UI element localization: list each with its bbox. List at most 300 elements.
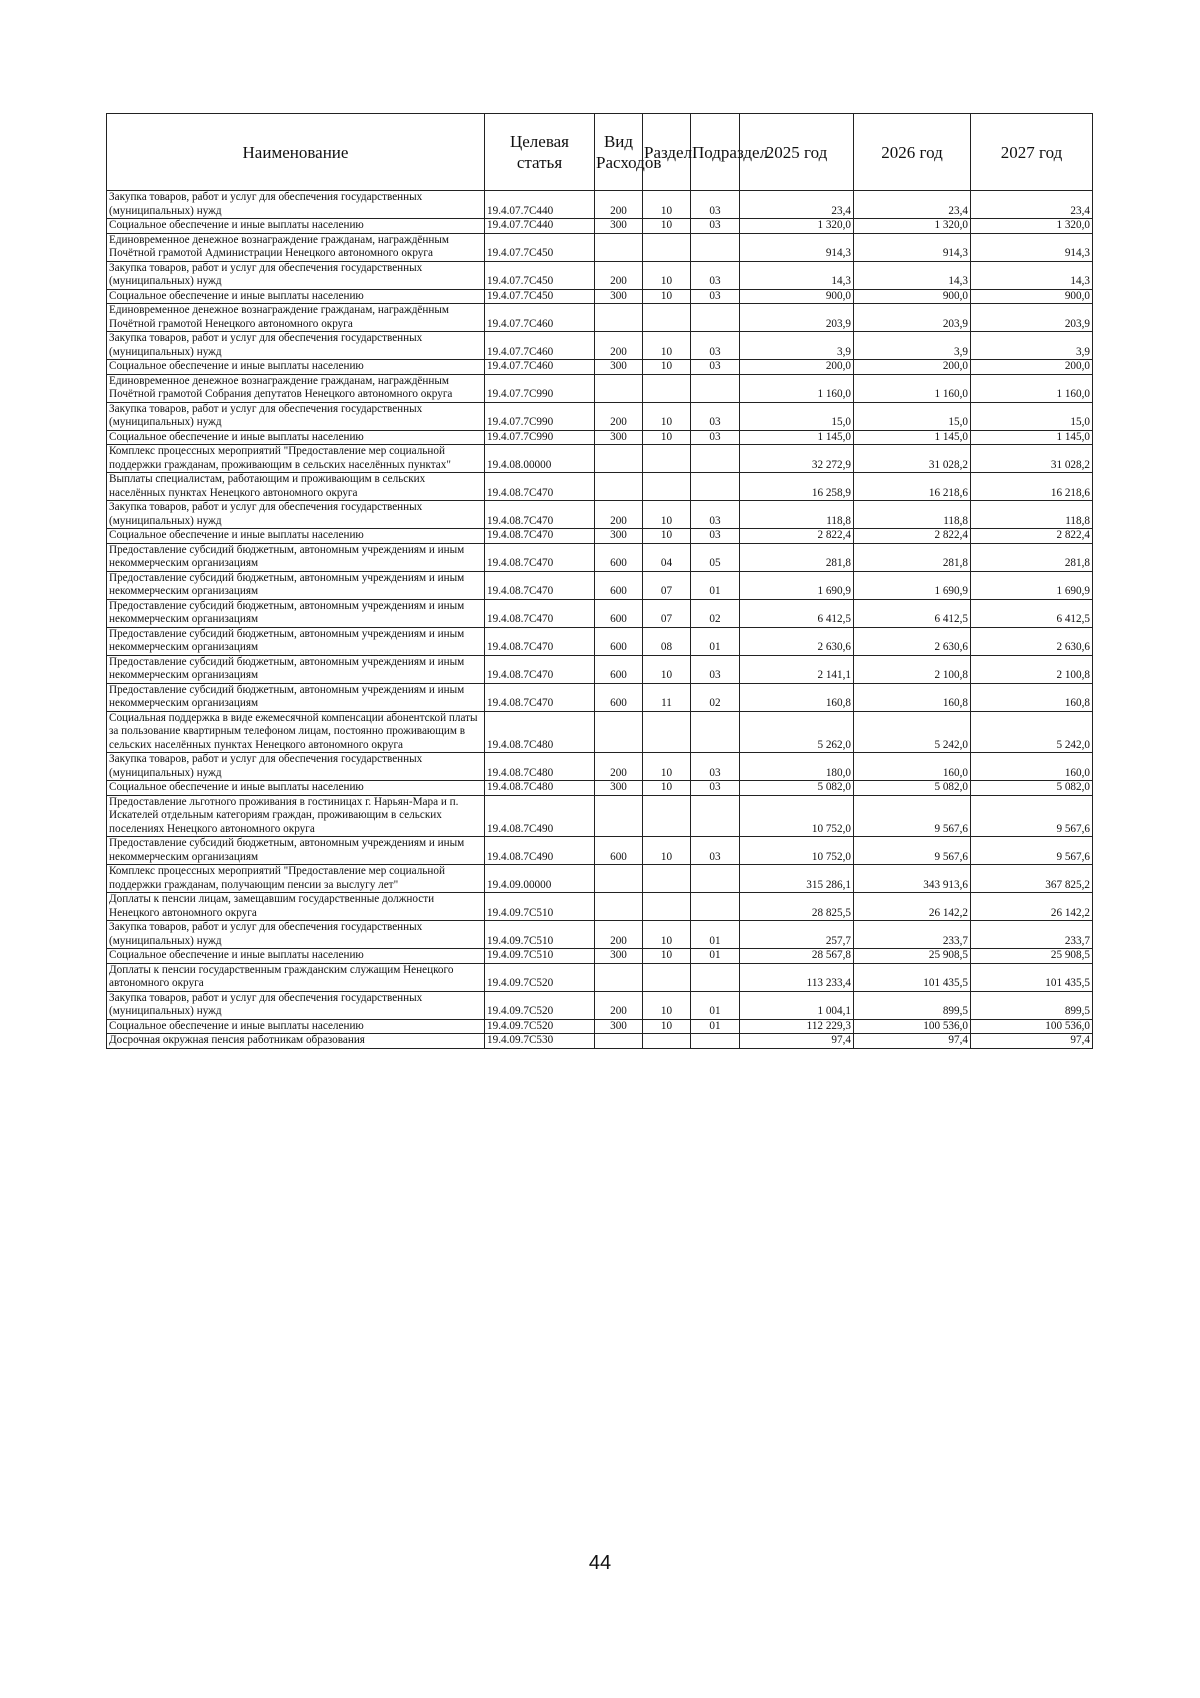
table-row [107,430,1093,445]
cell-subsection: 02 [691,683,740,711]
table-row [107,571,1093,599]
cell-year-2026: 97,4 [854,1034,971,1049]
cell-expense-type: 300 [595,289,643,304]
table-row [107,893,1093,921]
cell-year-2025: 112 229,3 [740,1019,854,1034]
cell-target-article: 19.4.09.00000 [485,865,595,893]
cell-target-article: 19.4.08.7C470 [485,683,595,711]
cell-year-2026: 15,0 [854,402,971,430]
cell-year-2027: 9 567,6 [971,837,1093,865]
cell-year-2027: 25 908,5 [971,949,1093,964]
cell-year-2026: 1 160,0 [854,374,971,402]
cell-name: Предоставление субсидий бюджетным, автономным учреждениям и иным некоммерческим организациям [107,683,485,711]
table-row [107,289,1093,304]
cell-year-2026: 25 908,5 [854,949,971,964]
cell-year-2026: 118,8 [854,501,971,529]
cell-section: 10 [643,191,691,219]
cell-year-2025: 2 630,6 [740,627,854,655]
cell-year-2026: 1 145,0 [854,430,971,445]
cell-year-2026: 23,4 [854,191,971,219]
cell-year-2025: 1 004,1 [740,991,854,1019]
cell-year-2025: 28 825,5 [740,893,854,921]
cell-year-2027: 101 435,5 [971,963,1093,991]
cell-subsection: 03 [691,360,740,375]
cell-name: Предоставление субсидий бюджетным, автономным учреждениям и иным некоммерческим организациям [107,627,485,655]
cell-year-2025: 5 262,0 [740,711,854,753]
cell-expense-type: 200 [595,191,643,219]
cell-year-2026: 2 822,4 [854,529,971,544]
cell-expense-type: 600 [595,543,643,571]
cell-target-article: 19.4.08.7C470 [485,529,595,544]
cell-target-article: 19.4.08.7C470 [485,571,595,599]
cell-section: 08 [643,627,691,655]
cell-section: 11 [643,683,691,711]
cell-expense-type: 300 [595,219,643,234]
cell-year-2027: 23,4 [971,191,1093,219]
cell-year-2027: 5 242,0 [971,711,1093,753]
cell-subsection: 03 [691,753,740,781]
cell-expense-type: 200 [595,402,643,430]
cell-section [643,233,691,261]
cell-subsection: 01 [691,1019,740,1034]
cell-year-2027: 118,8 [971,501,1093,529]
cell-year-2027: 9 567,6 [971,795,1093,837]
cell-year-2025: 118,8 [740,501,854,529]
cell-year-2026: 9 567,6 [854,795,971,837]
table-row [107,599,1093,627]
cell-name: Закупка товаров, работ и услуг для обеспечения государственных (муниципальных) нужд [107,501,485,529]
cell-year-2025: 281,8 [740,543,854,571]
cell-year-2027: 15,0 [971,402,1093,430]
page-number: 44 [588,1552,612,1574]
cell-target-article: 19.4.07.7C450 [485,261,595,289]
header-target-article: Целевая статья [485,114,595,191]
cell-section: 04 [643,543,691,571]
cell-target-article: 19.4.07.7C440 [485,191,595,219]
cell-expense-type [595,711,643,753]
cell-expense-type: 200 [595,991,643,1019]
cell-year-2027: 97,4 [971,1034,1093,1049]
table-row [107,781,1093,796]
cell-name: Закупка товаров, работ и услуг для обеспечения государственных (муниципальных) нужд [107,332,485,360]
cell-year-2025: 14,3 [740,261,854,289]
cell-name: Социальная поддержка в виде ежемесячной компенсации абонентской платы за пользование квартирным телефоном лицам, постоянно проживающим в сельских населённых пунктах Ненецкого автономного округа [107,711,485,753]
cell-subsection [691,795,740,837]
cell-year-2025: 1 160,0 [740,374,854,402]
cell-name: Предоставление субсидий бюджетным, автономным учреждениям и иным некоммерческим организациям [107,543,485,571]
cell-name: Закупка товаров, работ и услуг для обеспечения государственных (муниципальных) нужд [107,753,485,781]
cell-subsection: 03 [691,501,740,529]
cell-year-2027: 100 536,0 [971,1019,1093,1034]
cell-year-2026: 1 320,0 [854,219,971,234]
cell-name: Предоставление субсидий бюджетным, автономным учреждениям и иным некоммерческим организациям [107,655,485,683]
cell-year-2025: 32 272,9 [740,445,854,473]
cell-name: Социальное обеспечение и иные выплаты населению [107,529,485,544]
cell-subsection: 03 [691,402,740,430]
cell-year-2025: 1 320,0 [740,219,854,234]
cell-target-article: 19.4.07.7C460 [485,360,595,375]
cell-year-2027: 14,3 [971,261,1093,289]
cell-target-article: 19.4.08.7C470 [485,501,595,529]
cell-expense-type: 300 [595,781,643,796]
cell-target-article: 19.4.08.7C470 [485,599,595,627]
cell-section: 10 [643,837,691,865]
cell-expense-type [595,865,643,893]
cell-year-2027: 2 100,8 [971,655,1093,683]
cell-subsection [691,963,740,991]
cell-subsection: 01 [691,991,740,1019]
table-row [107,963,1093,991]
table-row [107,837,1093,865]
cell-year-2025: 23,4 [740,191,854,219]
cell-year-2025: 900,0 [740,289,854,304]
cell-target-article: 19.4.07.7C990 [485,430,595,445]
cell-section: 10 [643,1019,691,1034]
cell-year-2026: 2 630,6 [854,627,971,655]
cell-subsection: 03 [691,261,740,289]
cell-section: 07 [643,571,691,599]
cell-year-2026: 100 536,0 [854,1019,971,1034]
table-row [107,445,1093,473]
cell-section: 10 [643,261,691,289]
table-row [107,543,1093,571]
cell-name: Закупка товаров, работ и услуг для обеспечения государственных (муниципальных) нужд [107,991,485,1019]
header-year-2027: 2027 год [971,114,1093,191]
table-row [107,655,1093,683]
cell-expense-type: 600 [595,655,643,683]
cell-subsection: 01 [691,571,740,599]
table-row [107,374,1093,402]
cell-expense-type: 200 [595,921,643,949]
cell-year-2026: 2 100,8 [854,655,971,683]
cell-year-2025: 1 145,0 [740,430,854,445]
table-row [107,304,1093,332]
cell-target-article: 19.4.08.7C480 [485,753,595,781]
cell-name: Закупка товаров, работ и услуг для обеспечения государственных (муниципальных) нужд [107,261,485,289]
cell-section: 10 [643,655,691,683]
table-row [107,683,1093,711]
cell-year-2025: 914,3 [740,233,854,261]
cell-name: Предоставление субсидий бюджетным, автономным учреждениям и иным некоммерческим организациям [107,599,485,627]
cell-year-2025: 28 567,8 [740,949,854,964]
cell-name: Единовременное денежное вознаграждение гражданам, награждённым Почётной грамотой Администрации Ненецкого автономного округа [107,233,485,261]
budget-table [106,113,1093,1049]
table-row [107,473,1093,501]
cell-section [643,893,691,921]
table-row [107,1034,1093,1049]
cell-subsection: 03 [691,837,740,865]
table-row [107,949,1093,964]
cell-section: 10 [643,529,691,544]
cell-year-2027: 2 630,6 [971,627,1093,655]
cell-name: Предоставление субсидий бюджетным, автономным учреждениям и иным некоммерческим организациям [107,571,485,599]
cell-expense-type: 600 [595,571,643,599]
cell-subsection [691,304,740,332]
cell-target-article: 19.4.09.7C510 [485,893,595,921]
cell-year-2026: 160,8 [854,683,971,711]
cell-expense-type [595,445,643,473]
cell-year-2026: 160,0 [854,753,971,781]
table-body [107,191,1093,1049]
cell-section: 10 [643,360,691,375]
cell-name: Выплаты специалистам, работающим и проживающим в сельских населённых пунктах Ненецкого автономного округа [107,473,485,501]
table-row [107,219,1093,234]
cell-year-2025: 203,9 [740,304,854,332]
cell-expense-type [595,233,643,261]
cell-subsection [691,893,740,921]
cell-year-2025: 16 258,9 [740,473,854,501]
table-row [107,191,1093,219]
cell-year-2027: 160,8 [971,683,1093,711]
cell-year-2027: 3,9 [971,332,1093,360]
cell-year-2026: 203,9 [854,304,971,332]
cell-name: Социальное обеспечение и иные выплаты населению [107,781,485,796]
cell-year-2026: 6 412,5 [854,599,971,627]
cell-year-2026: 14,3 [854,261,971,289]
cell-name: Социальное обеспечение и иные выплаты населению [107,430,485,445]
cell-target-article: 19.4.09.7C530 [485,1034,595,1049]
table-row [107,753,1093,781]
cell-name: Закупка товаров, работ и услуг для обеспечения государственных (муниципальных) нужд [107,402,485,430]
cell-year-2027: 281,8 [971,543,1093,571]
cell-subsection: 03 [691,219,740,234]
cell-section [643,304,691,332]
cell-expense-type: 600 [595,683,643,711]
cell-subsection: 02 [691,599,740,627]
cell-subsection: 01 [691,949,740,964]
cell-subsection [691,711,740,753]
cell-expense-type: 200 [595,332,643,360]
cell-name: Социальное обеспечение и иные выплаты населению [107,289,485,304]
cell-name: Социальное обеспечение и иные выплаты населению [107,949,485,964]
table-row [107,233,1093,261]
cell-year-2027: 5 082,0 [971,781,1093,796]
cell-subsection [691,374,740,402]
cell-name: Комплекс процессных мероприятий "Предоставление мер социальной поддержки гражданам, получающим пенсии за выслугу лет" [107,865,485,893]
table-row [107,991,1093,1019]
cell-expense-type [595,473,643,501]
cell-year-2027: 900,0 [971,289,1093,304]
cell-target-article: 19.4.08.7C470 [485,655,595,683]
table-row [107,501,1093,529]
header-subsection: Подраздел [691,114,740,191]
cell-year-2027: 914,3 [971,233,1093,261]
cell-section: 10 [643,991,691,1019]
cell-subsection [691,473,740,501]
cell-year-2026: 233,7 [854,921,971,949]
cell-target-article: 19.4.09.7C520 [485,963,595,991]
cell-year-2026: 200,0 [854,360,971,375]
cell-year-2026: 281,8 [854,543,971,571]
cell-year-2025: 257,7 [740,921,854,949]
cell-name: Досрочная окружная пенсия работникам образования [107,1034,485,1049]
cell-year-2027: 899,5 [971,991,1093,1019]
table-header-row [107,114,1093,191]
cell-subsection: 03 [691,332,740,360]
cell-year-2027: 26 142,2 [971,893,1093,921]
table-row [107,529,1093,544]
cell-expense-type: 300 [595,360,643,375]
cell-section [643,473,691,501]
cell-year-2027: 367 825,2 [971,865,1093,893]
cell-year-2027: 233,7 [971,921,1093,949]
cell-year-2025: 97,4 [740,1034,854,1049]
cell-subsection: 03 [691,655,740,683]
cell-expense-type: 200 [595,501,643,529]
cell-subsection [691,865,740,893]
cell-year-2025: 180,0 [740,753,854,781]
cell-section: 10 [643,949,691,964]
cell-year-2027: 1 160,0 [971,374,1093,402]
cell-year-2027: 6 412,5 [971,599,1093,627]
cell-section: 10 [643,781,691,796]
cell-target-article: 19.4.07.7C450 [485,289,595,304]
cell-year-2026: 3,9 [854,332,971,360]
header-year-2026: 2026 год [854,114,971,191]
cell-year-2026: 26 142,2 [854,893,971,921]
cell-year-2025: 2 141,1 [740,655,854,683]
cell-year-2027: 203,9 [971,304,1093,332]
table-row [107,921,1093,949]
table-row [107,795,1093,837]
cell-year-2026: 1 690,9 [854,571,971,599]
cell-subsection: 03 [691,781,740,796]
cell-target-article: 19.4.08.7C480 [485,781,595,796]
cell-expense-type: 600 [595,627,643,655]
cell-year-2025: 315 286,1 [740,865,854,893]
cell-subsection: 03 [691,430,740,445]
cell-year-2025: 5 082,0 [740,781,854,796]
header-name: Наименование [107,114,485,191]
cell-section: 10 [643,219,691,234]
cell-target-article: 19.4.08.7C470 [485,543,595,571]
cell-section: 10 [643,753,691,781]
cell-name: Доплаты к пенсии лицам, замещавшим государственные должности Ненецкого автономного округа [107,893,485,921]
cell-expense-type [595,1034,643,1049]
cell-year-2026: 5 242,0 [854,711,971,753]
cell-target-article: 19.4.07.7C990 [485,374,595,402]
cell-year-2025: 2 822,4 [740,529,854,544]
cell-section: 10 [643,402,691,430]
cell-year-2025: 3,9 [740,332,854,360]
cell-section [643,374,691,402]
cell-year-2027: 2 822,4 [971,529,1093,544]
cell-expense-type: 300 [595,529,643,544]
cell-name: Предоставление льготного проживания в гостиницах г. Нарьян-Мара и п. Искателей отдельным категориям граждан, проживающим в сельских поселениях Ненецкого автономного округа [107,795,485,837]
cell-year-2026: 101 435,5 [854,963,971,991]
table-row [107,1019,1093,1034]
table-row [107,332,1093,360]
table-row [107,261,1093,289]
cell-year-2026: 31 028,2 [854,445,971,473]
cell-expense-type [595,374,643,402]
cell-year-2027: 1 690,9 [971,571,1093,599]
cell-section [643,963,691,991]
cell-section: 10 [643,332,691,360]
cell-year-2025: 10 752,0 [740,795,854,837]
cell-year-2027: 16 218,6 [971,473,1093,501]
cell-name: Социальное обеспечение и иные выплаты населению [107,360,485,375]
cell-year-2026: 343 913,6 [854,865,971,893]
cell-target-article: 19.4.08.7C490 [485,837,595,865]
cell-section: 10 [643,289,691,304]
cell-year-2025: 160,8 [740,683,854,711]
cell-name: Закупка товаров, работ и услуг для обеспечения государственных (муниципальных) нужд [107,921,485,949]
cell-target-article: 19.4.07.7C990 [485,402,595,430]
cell-year-2026: 5 082,0 [854,781,971,796]
cell-section: 10 [643,430,691,445]
cell-expense-type [595,963,643,991]
cell-section [643,865,691,893]
cell-year-2026: 9 567,6 [854,837,971,865]
cell-section: 07 [643,599,691,627]
cell-expense-type: 300 [595,949,643,964]
cell-name: Единовременное денежное вознаграждение гражданам, награждённым Почётной грамотой Ненецкого автономного округа [107,304,485,332]
cell-subsection: 03 [691,529,740,544]
cell-year-2026: 914,3 [854,233,971,261]
cell-subsection: 01 [691,627,740,655]
cell-target-article: 19.4.08.7C470 [485,473,595,501]
cell-target-article: 19.4.08.7C480 [485,711,595,753]
cell-section [643,795,691,837]
cell-expense-type [595,304,643,332]
cell-subsection [691,233,740,261]
cell-target-article: 19.4.07.7C460 [485,332,595,360]
cell-subsection: 01 [691,921,740,949]
cell-section [643,711,691,753]
table-row [107,402,1093,430]
cell-expense-type: 300 [595,1019,643,1034]
cell-name: Социальное обеспечение и иные выплаты населению [107,219,485,234]
cell-name: Закупка товаров, работ и услуг для обеспечения государственных (муниципальных) нужд [107,191,485,219]
cell-target-article: 19.4.07.7C440 [485,219,595,234]
header-expense-type: Вид Расходов [595,114,643,191]
table-row [107,865,1093,893]
cell-section: 10 [643,501,691,529]
cell-subsection [691,1034,740,1049]
cell-year-2025: 200,0 [740,360,854,375]
table-row [107,360,1093,375]
cell-expense-type: 200 [595,261,643,289]
cell-expense-type [595,795,643,837]
cell-target-article: 19.4.08.7C470 [485,627,595,655]
header-year-2025: 2025 год [740,114,854,191]
table-row [107,627,1093,655]
cell-section [643,1034,691,1049]
cell-name: Предоставление субсидий бюджетным, автономным учреждениям и иным некоммерческим организациям [107,837,485,865]
cell-target-article: 19.4.09.7C520 [485,991,595,1019]
cell-year-2027: 200,0 [971,360,1093,375]
cell-target-article: 19.4.09.7C520 [485,1019,595,1034]
cell-target-article: 19.4.09.7C510 [485,949,595,964]
cell-expense-type: 600 [595,599,643,627]
cell-section [643,445,691,473]
cell-target-article: 19.4.09.7C510 [485,921,595,949]
header-section: Раздел [643,114,691,191]
cell-target-article: 19.4.07.7C460 [485,304,595,332]
cell-year-2025: 15,0 [740,402,854,430]
cell-year-2027: 1 320,0 [971,219,1093,234]
cell-year-2026: 16 218,6 [854,473,971,501]
cell-year-2025: 10 752,0 [740,837,854,865]
cell-year-2026: 899,5 [854,991,971,1019]
cell-name: Единовременное денежное вознаграждение гражданам, награждённым Почётной грамотой Собрания депутатов Ненецкого автономного округа [107,374,485,402]
cell-section: 10 [643,921,691,949]
cell-name: Социальное обеспечение и иные выплаты населению [107,1019,485,1034]
table-row [107,711,1093,753]
cell-subsection: 03 [691,289,740,304]
cell-target-article: 19.4.08.00000 [485,445,595,473]
